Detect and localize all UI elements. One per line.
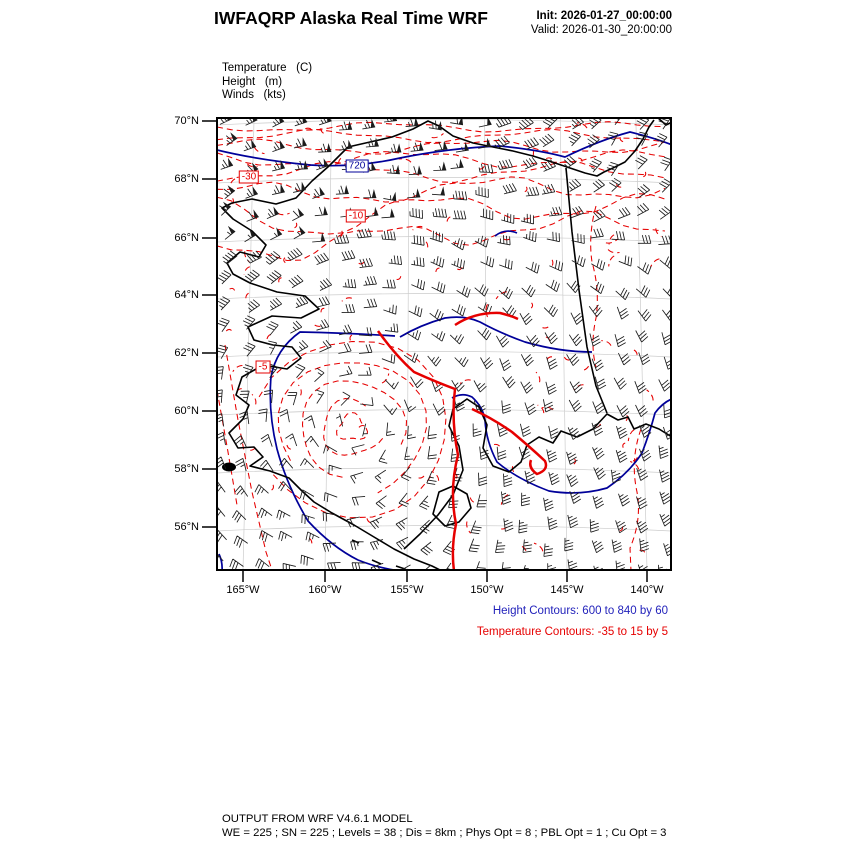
lon-label: 165°W: [226, 584, 260, 596]
footer-model-line: OUTPUT FROM WRF V4.6.1 MODEL: [222, 813, 413, 825]
temperature-contour-note: Temperature Contours: -35 to 15 by 5: [476, 626, 668, 638]
contour-label-temperature: -30: [239, 171, 259, 184]
lon-label: 160°W: [308, 584, 342, 596]
valid-timestamp: Valid: 2026-01-30_20:00:00: [530, 24, 672, 36]
lat-label: 62°N: [174, 347, 199, 359]
legend-winds: Winds (kts): [222, 89, 286, 101]
lat-label: 64°N: [174, 289, 199, 301]
contour-label-temperature: -10: [346, 210, 366, 223]
field-legend: [222, 62, 312, 103]
contour-label-temperature: -5: [256, 361, 271, 374]
lat-label: 70°N: [174, 115, 199, 127]
lat-label: 58°N: [174, 463, 199, 475]
height-contour-note: Height Contours: 600 to 840 by 60: [492, 605, 668, 617]
legend-height: Height (m): [222, 75, 283, 88]
lat-label: 66°N: [174, 232, 199, 244]
page-title: IWFAQRP Alaska Real Time WRF: [214, 8, 488, 28]
footer-config-line: WE = 225 ; SN = 225 ; Levels = 38 ; Dis = 8km ; Phys Opt = 8 ; PBL Opt = 1 ; Cu Opt = 3: [222, 826, 667, 839]
lon-label: 140°W: [630, 584, 664, 596]
lon-label: 155°W: [390, 584, 424, 596]
lon-label: 150°W: [470, 584, 504, 596]
model-footer: [222, 813, 666, 840]
legend-temperature: Temperature (C): [222, 62, 313, 74]
lat-label: 60°N: [174, 405, 199, 417]
lat-label: 56°N: [174, 521, 199, 533]
lat-label: 68°N: [174, 173, 199, 185]
lon-label: 145°W: [550, 584, 584, 596]
init-timestamp: Init: 2026-01-27_00:00:00: [536, 10, 672, 22]
contour-label-height: 720: [346, 160, 369, 173]
